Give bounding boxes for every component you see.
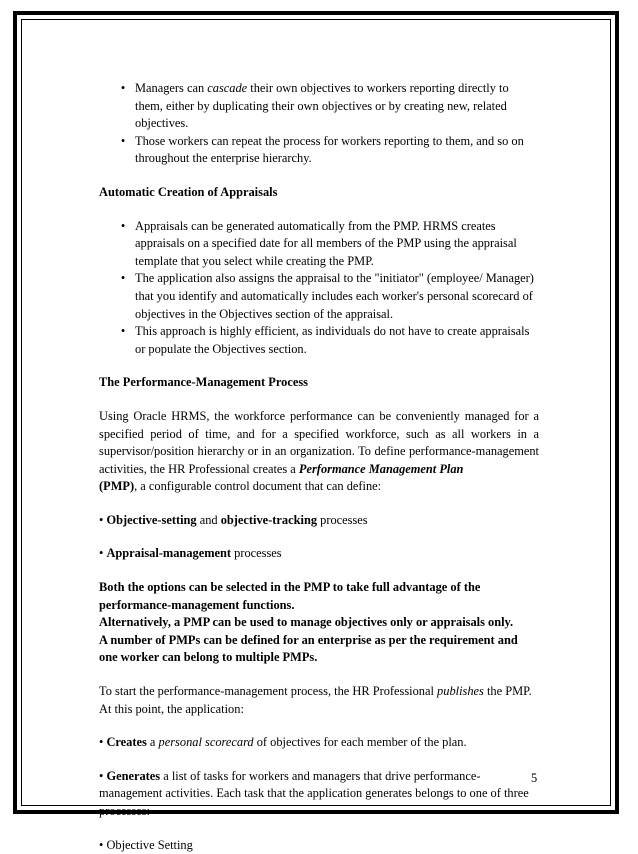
list-item: • Managers can cascade their own objectives to workers reporting directly to them, either by duplicating their own objectives or by creating new, related objectives.: [99, 80, 539, 133]
bullet-glyph: •: [120, 271, 126, 286]
bullet-paragraph: • Objective-setting and objective-tracking processes: [99, 512, 368, 527]
bold-paragraph: Both the options can be selected in the PMP to take full advantage of the performance-management functions. Alternatively, a PMP can be used to manage objectives only or appraisals only. A number of PMPs can be defined for an enterprise as per the requirement and one worker can belong to multiple PMPs.: [99, 580, 518, 665]
appraisal-list: [99, 218, 539, 359]
list-item: • Appraisals can be generated automatically from the PMP. HRMS creates appraisals on a specified date for all members of the PMP using the appraisal template that you select while creating the PMP.: [99, 218, 539, 271]
bullet-glyph: •: [120, 218, 126, 233]
bullet-paragraph: • Objective Setting: [99, 837, 193, 852]
bullet-glyph: •: [120, 81, 126, 95]
list-item: • Those workers can repeat the process for workers reporting to them, and so on throughout the enterprise hierarchy.: [99, 133, 539, 168]
list-item: • The application also assigns the appraisal to the "initiator" (employee/ Manager) that you identify and automatically includes each worker's personal scorecard of objectives in the Objectives section of the appraisal.: [99, 270, 539, 323]
list-item: • This approach is highly efficient, as individuals do not have to create appraisals or populate the Objectives section.: [99, 323, 539, 358]
page-content: [99, 80, 539, 854]
bullet-paragraph: • Creates a personal scorecard of objectives for each member of the plan.: [99, 735, 467, 750]
bullet-paragraph: • Appraisal-management processes: [99, 546, 282, 561]
page-number: 5: [531, 771, 538, 785]
bullet-glyph: •: [120, 133, 126, 148]
section-heading: Automatic Creation of Appraisals: [99, 184, 278, 199]
body-paragraph: To start the performance-management process, the HR Professional publishes the PMP. At this point, the application:: [99, 684, 532, 716]
section-heading: The Performance-Management Process: [99, 375, 308, 390]
cascade-list: [99, 80, 539, 168]
bullet-paragraph: • Generates a list of tasks for workers and managers that drive performance-management activities. Each task that the application generates belongs to one of three processes:: [99, 768, 529, 818]
body-paragraph: Using Oracle HRMS, the workforce performance can be conveniently managed for a specified period of time, and for a specified workforce, such as all workers in a supervisor/position hierarchy or in an organization. To define performance-management activities, the HR Professional creates a Performance Management Plan (PMP), a configurable control document that can define:: [99, 408, 539, 494]
bullet-glyph: •: [120, 324, 126, 339]
